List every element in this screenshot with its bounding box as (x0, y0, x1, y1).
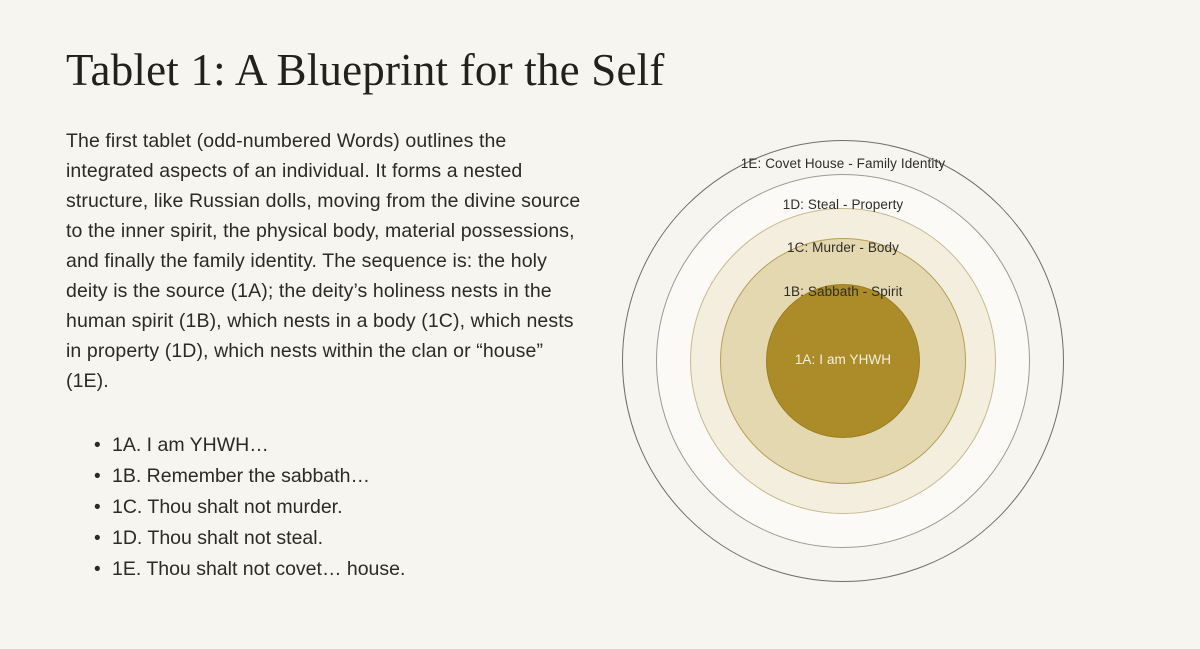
ring-label-1c: 1C: Murder - Body (787, 240, 899, 255)
nested-circles-diagram (608, 108, 1108, 608)
body-column (66, 126, 586, 585)
ring-label-1b: 1B: Sabbath - Spirit (783, 284, 903, 299)
ring-label-1a: 1A: I am YHWH (794, 352, 892, 367)
commandments-list (66, 430, 586, 585)
ring-label-1e: 1E: Covet House - Family Identity (740, 156, 946, 171)
list-item: • 1A. I am YHWH… (94, 430, 586, 461)
list-item: • 1E. Thou shalt not covet… house. (94, 554, 586, 585)
list-item: • 1D. Thou shalt not steal. (94, 523, 586, 554)
intro-paragraph: The first tablet (odd-numbered Words) outlines the integrated aspects of an individual. It forms a nested structure, like Russian dolls, moving from the divine source to the inner spirit, the physical body, material possessions, and finally the family identity. The sequence is: the holy deity is the source (1A); the deity’s holiness nests in the human spirit (1B), which nests in a body (1C), which nests in property (1D), which nests within the clan or “house” (1E). (66, 130, 581, 392)
list-item: • 1B. Remember the sabbath… (94, 461, 586, 492)
page-title: Tablet 1: A Blueprint for the Self (66, 45, 665, 95)
ring-label-1d: 1D: Steal - Property (782, 197, 904, 212)
list-item: • 1C. Thou shalt not murder. (94, 492, 586, 523)
